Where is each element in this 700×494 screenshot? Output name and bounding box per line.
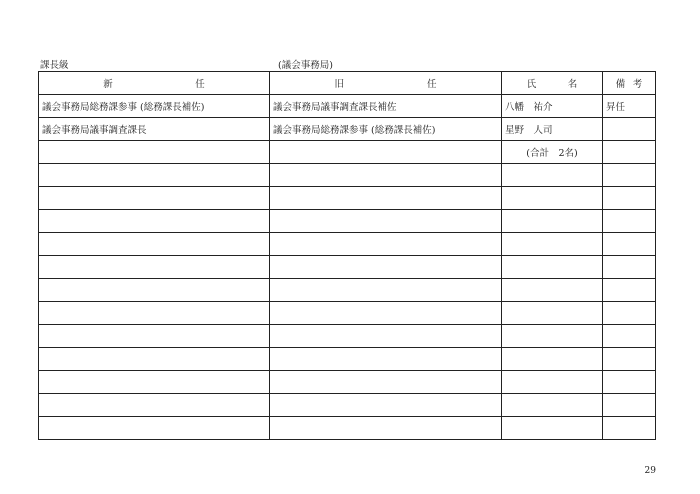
table-row [39, 325, 656, 348]
old-post-cell: 議会事務局総務課参事 (総務課長補佐) [270, 118, 502, 141]
new-post-cell [39, 141, 270, 164]
remarks-cell [603, 210, 656, 233]
new-post-cell [39, 394, 270, 417]
name-cell [502, 394, 603, 417]
old-post-cell [270, 164, 502, 187]
name-cell [502, 164, 603, 187]
table-row [39, 279, 656, 302]
header-name [502, 72, 603, 95]
name-cell [502, 256, 603, 279]
remarks-cell [603, 233, 656, 256]
header-remarks-char-1: 備 [615, 79, 626, 90]
old-post-cell [270, 302, 502, 325]
new-post-cell [39, 348, 270, 371]
old-post-cell [270, 233, 502, 256]
name-cell [502, 417, 603, 440]
old-post-cell [270, 417, 502, 440]
name-cell [502, 210, 603, 233]
table-row [39, 256, 656, 279]
remarks-cell [603, 417, 656, 440]
header-new-post-char-1: 新 [103, 79, 113, 90]
table-row [39, 233, 656, 256]
new-post-cell [39, 279, 270, 302]
old-post-cell [270, 141, 502, 164]
old-post-cell [270, 348, 502, 371]
personnel-table [38, 71, 656, 440]
name-cell [502, 279, 603, 302]
page-number: 29 [644, 466, 656, 476]
remarks-cell [603, 348, 656, 371]
name-cell [502, 187, 603, 210]
name-cell: 八幡 祐介 [502, 95, 603, 118]
new-post-cell [39, 210, 270, 233]
table-row [39, 417, 656, 440]
header-old-post-char-2: 任 [426, 79, 437, 90]
table-row [39, 371, 656, 394]
table-row [39, 394, 656, 417]
remarks-cell: 昇任 [603, 95, 656, 118]
name-cell [502, 348, 603, 371]
table-row [39, 95, 656, 118]
remarks-cell [603, 118, 656, 141]
new-post-cell: 議会事務局議事調査課長 [39, 118, 270, 141]
name-cell [502, 302, 603, 325]
table-row [39, 348, 656, 371]
remarks-cell [603, 164, 656, 187]
table-row [39, 141, 656, 164]
name-cell [502, 371, 603, 394]
old-post-cell [270, 325, 502, 348]
old-post-cell [270, 210, 502, 233]
remarks-cell [603, 279, 656, 302]
rank-caption: 課長級 [40, 60, 69, 71]
table-row [39, 302, 656, 325]
header-remarks-char-2: 考 [632, 79, 643, 90]
new-post-cell: 議会事務局総務課参事 (総務課長補佐) [39, 95, 270, 118]
old-post-cell [270, 256, 502, 279]
name-cell: 星野 人司 [502, 118, 603, 141]
new-post-cell [39, 325, 270, 348]
old-post-cell [270, 187, 502, 210]
new-post-cell [39, 164, 270, 187]
table-row [39, 118, 656, 141]
old-post-cell [270, 279, 502, 302]
remarks-cell [603, 302, 656, 325]
new-post-cell [39, 371, 270, 394]
remarks-cell [603, 371, 656, 394]
old-post-cell: 議会事務局議事調査課長補佐 [270, 95, 502, 118]
table-row [39, 164, 656, 187]
old-post-cell [270, 394, 502, 417]
remarks-cell [603, 256, 656, 279]
new-post-cell [39, 233, 270, 256]
header-remarks [603, 72, 656, 95]
table-row [39, 210, 656, 233]
header-name-char-1: 氏 [526, 79, 537, 90]
header-old-post-char-1: 旧 [334, 79, 344, 90]
remarks-cell [603, 187, 656, 210]
remarks-cell [603, 325, 656, 348]
header-new-post [39, 72, 270, 95]
new-post-cell [39, 417, 270, 440]
header-old-post [270, 72, 502, 95]
header-name-char-2: 名 [567, 79, 578, 90]
table-row [39, 187, 656, 210]
new-post-cell [39, 302, 270, 325]
header-new-post-char-2: 任 [195, 79, 205, 90]
total-cell: (合計 2名) [502, 141, 603, 164]
table-header-row [39, 72, 656, 95]
remarks-cell [603, 394, 656, 417]
old-post-cell [270, 371, 502, 394]
department-caption: (議会事務局) [278, 60, 333, 71]
name-cell [502, 325, 603, 348]
name-cell [502, 233, 603, 256]
new-post-cell [39, 187, 270, 210]
new-post-cell [39, 256, 270, 279]
remarks-cell [603, 141, 656, 164]
